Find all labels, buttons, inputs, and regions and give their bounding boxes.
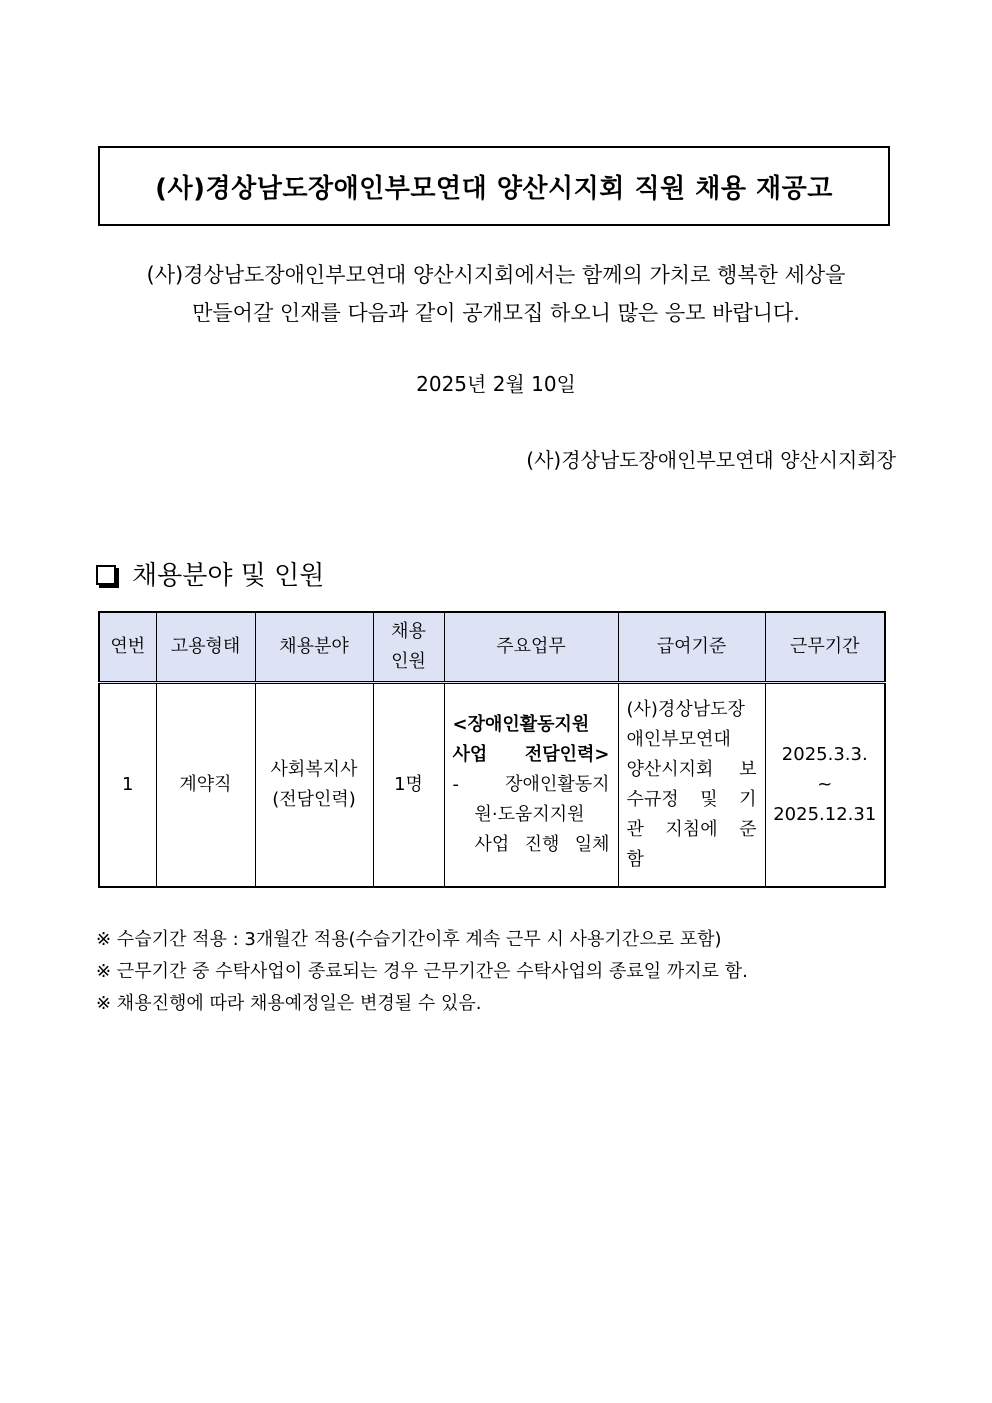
duty-item-line: - 장애인활동지 [452,774,610,795]
header-count-line: 채용 [391,621,426,642]
salary-line: 양산시지회 보 [626,759,757,780]
header-field: 채용분야 [255,612,373,683]
table-header-row [99,612,885,683]
cell-no: 1 [99,683,156,888]
field-line: (전담인력) [272,789,356,810]
note-item: ※ 채용진행에 따라 채용예정일은 변경될 수 있음. [96,993,482,1014]
header-salary: 급여기준 [618,612,765,683]
notes-list [96,924,748,1020]
duty-heading-line: 사업 전담인력> [452,744,610,765]
intro-line: (사)경상남도장애인부모연대 양산시지회에서는 함께의 가치로 행복한 세상을 [146,263,846,287]
cell-field [255,683,373,888]
cell-count: 1명 [373,683,444,888]
header-count [373,612,444,683]
salary-line: 수규정 및 기 [626,789,757,810]
note-item: ※ 근무기간 중 수탁사업이 종료되는 경우 근무기간은 수탁사업의 종료일 까지로 함. [96,961,748,982]
salary-line: (사)경상남도장 [626,699,745,720]
duty-item-line: 원·도움지지원 [474,804,585,825]
announcement-date: 2025년 2월 10일 [416,372,576,396]
header-employment-type: 고용형태 [156,612,255,683]
period-separator: ~ [817,774,833,795]
table-row [99,683,885,888]
duty-heading-line: <장애인활동지원 [452,714,590,735]
salary-line: 관 지침에 준 [626,819,757,840]
cell-employment-type: 계약직 [156,683,255,888]
intro-line: 만들어갈 인재를 다음과 같이 공개모집 하오니 많은 응모 바랍니다. [192,301,800,325]
period-end: 2025.12.31 [773,804,877,825]
intro-paragraph [96,256,896,332]
organization-signature: (사)경상남도장애인부모연대 양산시지회장 [526,448,896,472]
header-duty: 주요업무 [444,612,618,683]
header-count-line: 인원 [391,651,426,672]
salary-line: 애인부모연대 [626,729,731,750]
period-start: 2025.3.3. [781,744,868,765]
recruitment-table [98,611,886,888]
header-no: 연번 [99,612,156,683]
salary-line: 함 [626,849,644,870]
checkbox-square-icon [96,565,116,585]
note-item: ※ 수습기간 적용 : 3개월간 적용(수습기간이후 계속 근무 시 사용기간으로 포함) [96,929,722,950]
notice-title-box [98,146,890,226]
duty-item-line: 사업 진행 일체 [474,834,610,855]
cell-period [765,683,885,888]
section-title: 채용분야 및 인원 [132,561,325,591]
header-period: 근무기간 [765,612,885,683]
notice-title: (사)경상남도장애인부모연대 양산시지회 직원 채용 재공고 [155,173,833,204]
section-heading [96,555,324,592]
field-line: 사회복지사 [270,759,358,780]
cell-salary [618,683,765,888]
cell-duty [444,683,618,888]
